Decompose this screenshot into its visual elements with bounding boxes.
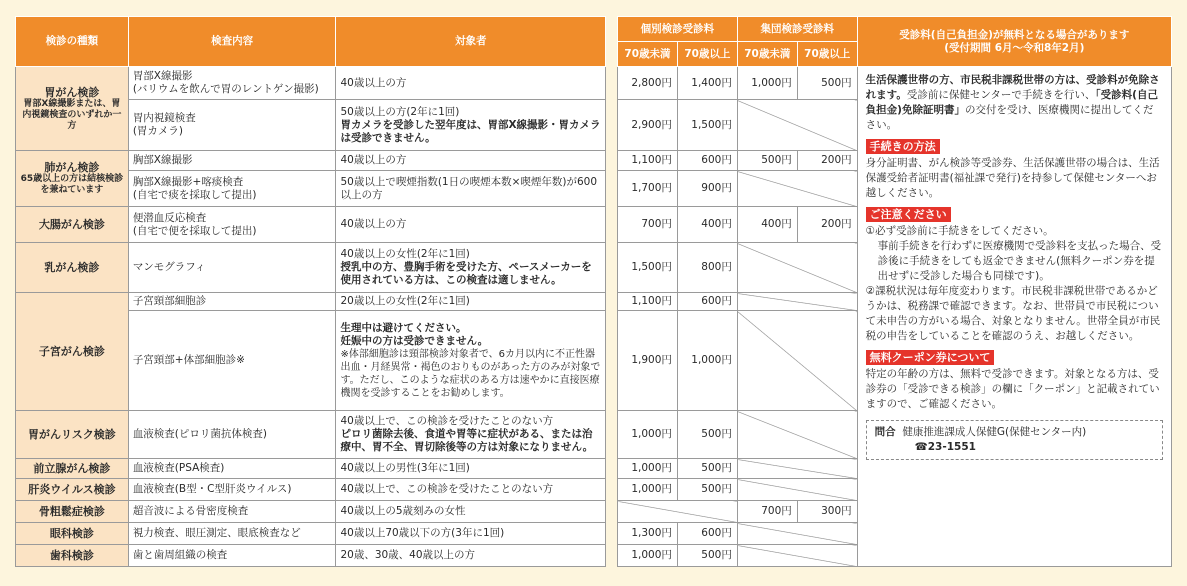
coupon-text: 特定の年齢の方は、無料で受診できます。対象となる方は、受診券の「受診できる検診」の欄に「クーポン」と記載されていますので、ご確認ください。 — [865, 368, 1160, 410]
colon-grp-u70: 400円 — [737, 207, 797, 243]
risk-ind-u70: 1,000円 — [618, 411, 678, 459]
panel-gap — [606, 0, 617, 586]
colon-grp-o70: 200円 — [797, 207, 857, 243]
eye-ind-u70: 1,300円 — [618, 523, 678, 545]
stomach-xray-target: 40歳以上の方 — [336, 67, 606, 100]
header-group-fee: 集団検診受診料 — [737, 17, 857, 42]
bone-grp-o70: 300円 — [797, 501, 857, 523]
stomach-endo-target: 50歳以上の方(2年に1回) 胃カメラを受診した翌年度は、胃部X線撮影・胃カメラは受診できません。 — [336, 100, 606, 151]
header-target: 対象者 — [336, 17, 606, 67]
header-individual-fee: 個別検診受診料 — [618, 17, 738, 42]
uterus-body: 子宮頸部+体部細胞診※ — [128, 311, 336, 411]
lung-sputum: 胸部X線撮影+喀痰検査 (自宅で痰を採取して提出) — [128, 171, 336, 207]
procedure-tag: 手続きの方法 — [866, 139, 940, 154]
prostate-ind-u70: 1,000円 — [618, 459, 678, 479]
caution-2: ②課税状況は毎年度変わります。市民税非課税世帯であるかどうかは、税務課で確認できます。なお、世帯員で市民税について未申告の方がいる場合、対象となりません。世帯全員が市民税の申告をしていることを確認のうえ、お越しください。 — [865, 285, 1161, 342]
eye-ind-o70: 600円 — [677, 523, 737, 545]
prostate-test: 血液検査(PSA検査) — [128, 459, 336, 479]
stomach-xray-grp-u70: 1,000円 — [737, 67, 797, 100]
colon-test: 便潜血反応検査 (自宅で便を採取して提出) — [128, 207, 336, 243]
uterus-cervix-ind-u70: 1,100円 — [618, 293, 678, 311]
risk-group-na — [737, 411, 857, 459]
header-type: 検診の種類 — [16, 17, 129, 67]
procedure-text: 身分証明書、がん検診等受診券、生活保護世帯の場合は、生活保護受給者証明書(福祉課で発行)を持参して保健センターへお越しください。 — [865, 157, 1160, 199]
row-stomach-name: 胃がん検診 胃部X線撮影または、胃内視鏡検査のいずれか一方 — [16, 67, 129, 151]
header-free: 受診料(自己負担金)が無料となる場合があります (受付期間 6月～令和8年2月) — [857, 17, 1171, 67]
row-bone-name: 骨粗鬆症検診 — [16, 501, 129, 523]
header-grp-o70: 70歳以上 — [797, 42, 857, 67]
bone-test: 超音波による骨密度検査 — [128, 501, 336, 523]
free-intro: 生活保護世帯の方、市民税非課税世帯の方は、受診料が免除されます。受診前に保健センターで手続きを行い、「受診料(自己負担金)免除証明書」の交付を受け、医療機関に提出してください。 — [865, 74, 1160, 131]
fee-table — [617, 16, 1172, 567]
header-ind-u70: 70歳未満 — [618, 42, 678, 67]
header-content: 検査内容 — [128, 17, 336, 67]
lung-sputum-target: 50歳以上で喫煙指数(1日の喫煙本数×喫煙年数)が600以上の方 — [336, 171, 606, 207]
lung-xray-ind-o70: 600円 — [677, 151, 737, 171]
colon-ind-o70: 400円 — [677, 207, 737, 243]
stomach-endo-group-na — [737, 100, 857, 151]
colon-target: 40歳以上の方 — [336, 207, 606, 243]
dental-test: 歯と歯周組織の検査 — [128, 545, 336, 567]
row-risk-name: 胃がんリスク検診 — [16, 411, 129, 459]
bone-individual-na — [618, 501, 738, 523]
free-info-panel — [857, 67, 1171, 567]
uterus-cervix-group-na — [737, 293, 857, 311]
eye-group-na — [737, 523, 857, 545]
lung-xray-ind-u70: 1,100円 — [618, 151, 678, 171]
lung-xray-target: 40歳以上の方 — [336, 151, 606, 171]
row-prostate-name: 前立腺がん検診 — [16, 459, 129, 479]
stomach-xray-ind-u70: 2,800円 — [618, 67, 678, 100]
stomach-endo: 胃内視鏡検査 (胃カメラ) — [128, 100, 336, 151]
caution-tag: ご注意ください — [866, 207, 951, 222]
dental-ind-u70: 1,000円 — [618, 545, 678, 567]
contact-box — [866, 420, 1163, 460]
row-lung-name: 肺がん検診 65歳以上の方は結核検診を兼ねています — [16, 151, 129, 207]
eye-target: 40歳以上70歳以下の方(3年に1回) — [336, 523, 606, 545]
row-colon-name: 大腸がん検診 — [16, 207, 129, 243]
bone-target: 40歳以上の5歳刻みの女性 — [336, 501, 606, 523]
lung-sputum-group-na — [737, 171, 857, 207]
row-hepatitis-name: 肝炎ウイルス検診 — [16, 479, 129, 501]
row-uterus-name: 子宮がん検診 — [16, 293, 129, 411]
prostate-ind-o70: 500円 — [677, 459, 737, 479]
stomach-endo-ind-u70: 2,900円 — [618, 100, 678, 151]
row-breast-name: 乳がん検診 — [16, 243, 129, 293]
breast-group-na — [737, 243, 857, 293]
contact-dept: 健康推進課成人保健G(保健センター内) — [902, 426, 1087, 438]
stomach-xray-ind-o70: 1,400円 — [677, 67, 737, 100]
hepatitis-group-na — [737, 479, 857, 501]
lung-xray: 胸部X線撮影 — [128, 151, 336, 171]
risk-test: 血液検査(ピロリ菌抗体検査) — [128, 411, 336, 459]
uterus-body-group-na — [737, 311, 857, 411]
dental-group-na — [737, 545, 857, 567]
hepatitis-ind-o70: 500円 — [677, 479, 737, 501]
uterus-body-ind-o70: 1,000円 — [677, 311, 737, 411]
coupon-tag: 無料クーポン券について — [866, 350, 995, 365]
hepatitis-ind-u70: 1,000円 — [618, 479, 678, 501]
lung-xray-grp-u70: 500円 — [737, 151, 797, 171]
breast-ind-o70: 800円 — [677, 243, 737, 293]
prostate-target: 40歳以上の男性(3年に1回) — [336, 459, 606, 479]
stomach-endo-ind-o70: 1,500円 — [677, 100, 737, 151]
dental-target: 20歳、30歳、40歳以上の方 — [336, 545, 606, 567]
bone-grp-u70: 700円 — [737, 501, 797, 523]
row-eye-name: 眼科検診 — [16, 523, 129, 545]
row-dental-name: 歯科検診 — [16, 545, 129, 567]
hepatitis-target: 40歳以上で、この検診を受けたことのない方 — [336, 479, 606, 501]
lung-xray-grp-o70: 200円 — [797, 151, 857, 171]
header-grp-u70: 70歳未満 — [737, 42, 797, 67]
contact-label: 問合 — [874, 426, 896, 438]
caution-1: ①必ず受診前に手続きをしてください。 — [865, 225, 1054, 237]
prostate-group-na — [737, 459, 857, 479]
stomach-xray: 胃部X線撮影 (バリウムを飲んで胃のレントゲン撮影) — [128, 67, 336, 100]
uterus-cervix-target: 20歳以上の女性(2年に1回) — [336, 293, 606, 311]
breast-ind-u70: 1,500円 — [618, 243, 678, 293]
colon-ind-u70: 700円 — [618, 207, 678, 243]
uterus-cervix: 子宮頸部細胞診 — [128, 293, 336, 311]
exam-table — [15, 16, 606, 567]
risk-target: 40歳以上で、この検診を受けたことのない方 ピロリ菌除去後、食道や胃等に症状がある、または治療中、胃不全、胃切除後等の方は対象になりません。 — [336, 411, 606, 459]
risk-ind-o70: 500円 — [677, 411, 737, 459]
caution-1-detail: 事前手続きを行わずに医療機関で受診料を支払った場合、受診後に手続きをしても返金できません(無料クーポン券を提出せずに受診した場合も同様です)。 — [877, 240, 1162, 282]
uterus-body-ind-u70: 1,900円 — [618, 311, 678, 411]
lung-sputum-ind-u70: 1,700円 — [618, 171, 678, 207]
header-ind-o70: 70歳以上 — [677, 42, 737, 67]
stomach-xray-grp-o70: 500円 — [797, 67, 857, 100]
contact-phone: ☎23-1551 — [914, 441, 976, 453]
breast-test: マンモグラフィ — [128, 243, 336, 293]
uterus-cervix-ind-o70: 600円 — [677, 293, 737, 311]
uterus-body-target: 生理中は避けてください。 妊娠中の方は受診できません。 ※体部細胞診は頸部検診対象者で、6カ月以内に不正性器出血・月経異常・褐色のおりものがあった方のみが対象です。ただし、このような症状のある方は速やかに直接医療機関を受診することをお勧めします。 — [336, 311, 606, 411]
lung-sputum-ind-o70: 900円 — [677, 171, 737, 207]
eye-test: 視力検査、眼圧測定、眼底検査など — [128, 523, 336, 545]
hepatitis-test: 血液検査(B型・C型肝炎ウイルス) — [128, 479, 336, 501]
breast-target: 40歳以上の女性(2年に1回) 授乳中の方、豊胸手術を受けた方、ペースメーカーを使用されている方は、この検査は適しません。 — [336, 243, 606, 293]
dental-ind-o70: 500円 — [677, 545, 737, 567]
